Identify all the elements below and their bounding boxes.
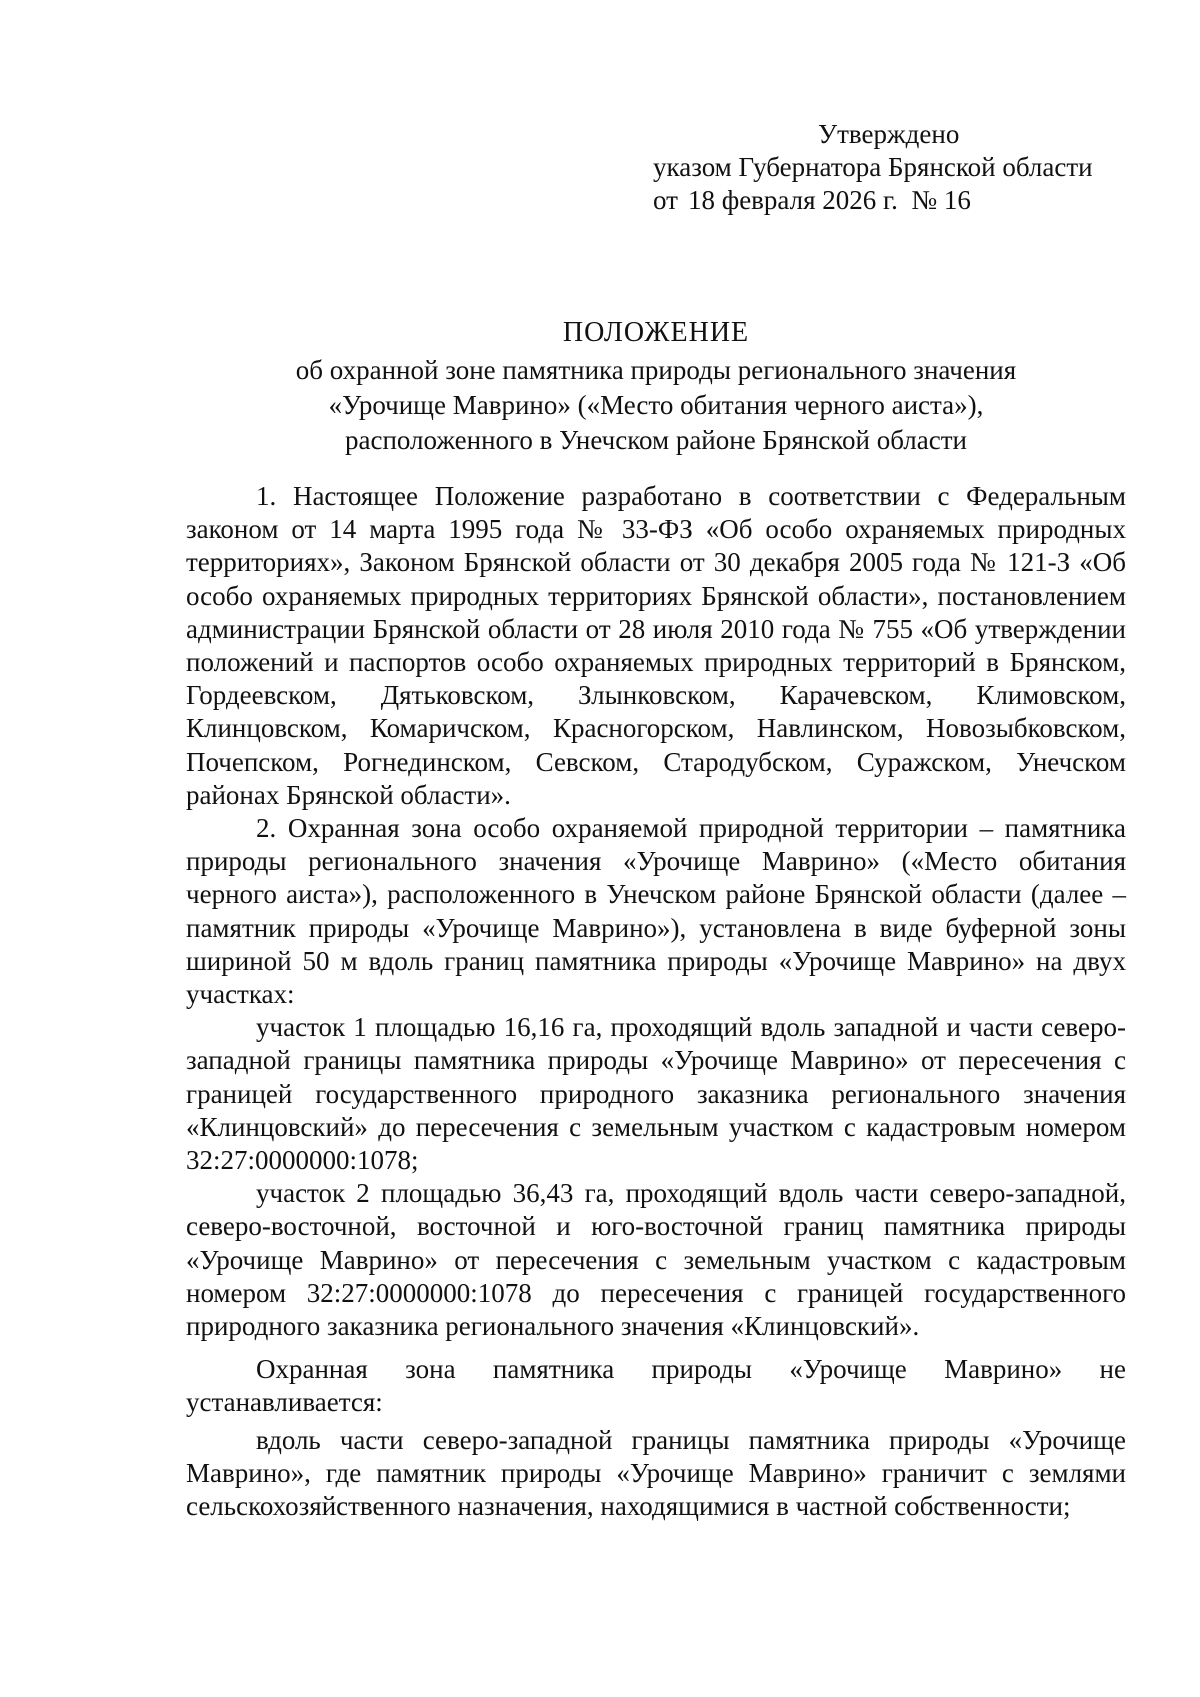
approval-date-line — [653, 184, 1093, 217]
approval-number: № 16 — [911, 185, 971, 215]
approval-authority: указом Губернатора Брянской области — [653, 152, 1093, 182]
approval-date: 18 февраля 2026 г. — [687, 185, 898, 215]
approval-date-prefix: от — [653, 185, 678, 215]
title-block — [186, 316, 1126, 458]
paragraph-2: 2. Охранная зона особо охраняемой природной территории – памятника природы регионального значения «Урочище Маврино» («Место обитания черного аиста»), расположенного в Унечском районе Брянской области (далее – памятник природы «Урочище Маврино»), установлена в виде буферной зоны шириной 50 м вдоль границ памятника природы «Урочище Маврино» на двух участках: — [186, 813, 1126, 1010]
subtitle-line: об охранной зоне памятника природы регионального значения — [295, 355, 1017, 385]
paragraph-1: 1. Настоящее Положение разработано в соответствии с Федеральным законом от 14 марта 1995 года № 33-ФЗ «Об особо охраняемых природных территориях», Законом Брянской области от 30 декабря 2005 года № 121-З «Об особо охраняемых природных территориях Брянской области», постановлением администрации Брянской области от 28 июля 2010 года № 755 «Об утверждении положений и паспортов особо охраняемых природных территорий в Брянском, Гордеевском, Дятьковском, Злынковском, Карачевском, Климовском, Клинцовском, Комаричском, Красногорском, Навлинском, Новозыбковском, Почепском, Рогнединском, Севском, Стародубском, Суражском, Унечском районах Брянской области». — [186, 481, 1126, 810]
subtitle-line: расположенного в Унечском районе Брянской области — [344, 425, 967, 455]
exclusion-intro: Охранная зона памятника природы «Урочище Маврино» не устанавливается: — [186, 1354, 1126, 1418]
document-title: ПОЛОЖЕНИЕ — [562, 317, 750, 348]
approval-label: Утверждено — [818, 119, 960, 149]
document-body — [186, 480, 1126, 1523]
plot-2-description: участок 2 площадью 36,43 га, проходящий вдоль части северо-западной, северо-восточной, восточной и юго-восточной границ памятника природы «Урочище Маврино» от пересечения с земельным участком с кадастровым номером 32:27:0000000:1078 до пересечения с границей государственного природного заказника регионального значения «Клинцовский». — [186, 1178, 1126, 1342]
plot-1-description: участок 1 площадью 16,16 га, проходящий вдоль западной и части северо-западной границы памятника природы «Урочище Маврино» от пересечения с границей государственного природного заказника регионального значения «Клинцовский» до пересечения с земельным участком с кадастровым номером 32:27:0000000:1078; — [186, 1012, 1126, 1176]
subtitle-line: «Урочище Маврино» («Место обитания черного аиста»), — [328, 390, 984, 420]
approval-stamp — [653, 118, 1093, 217]
exclusion-item: вдоль части северо-западной границы памятника природы «Урочище Маврино», где памятник природы «Урочище Маврино» граничит с землями сельскохозяйственного назначения, находящимися в частной собственности; — [186, 1424, 1126, 1522]
